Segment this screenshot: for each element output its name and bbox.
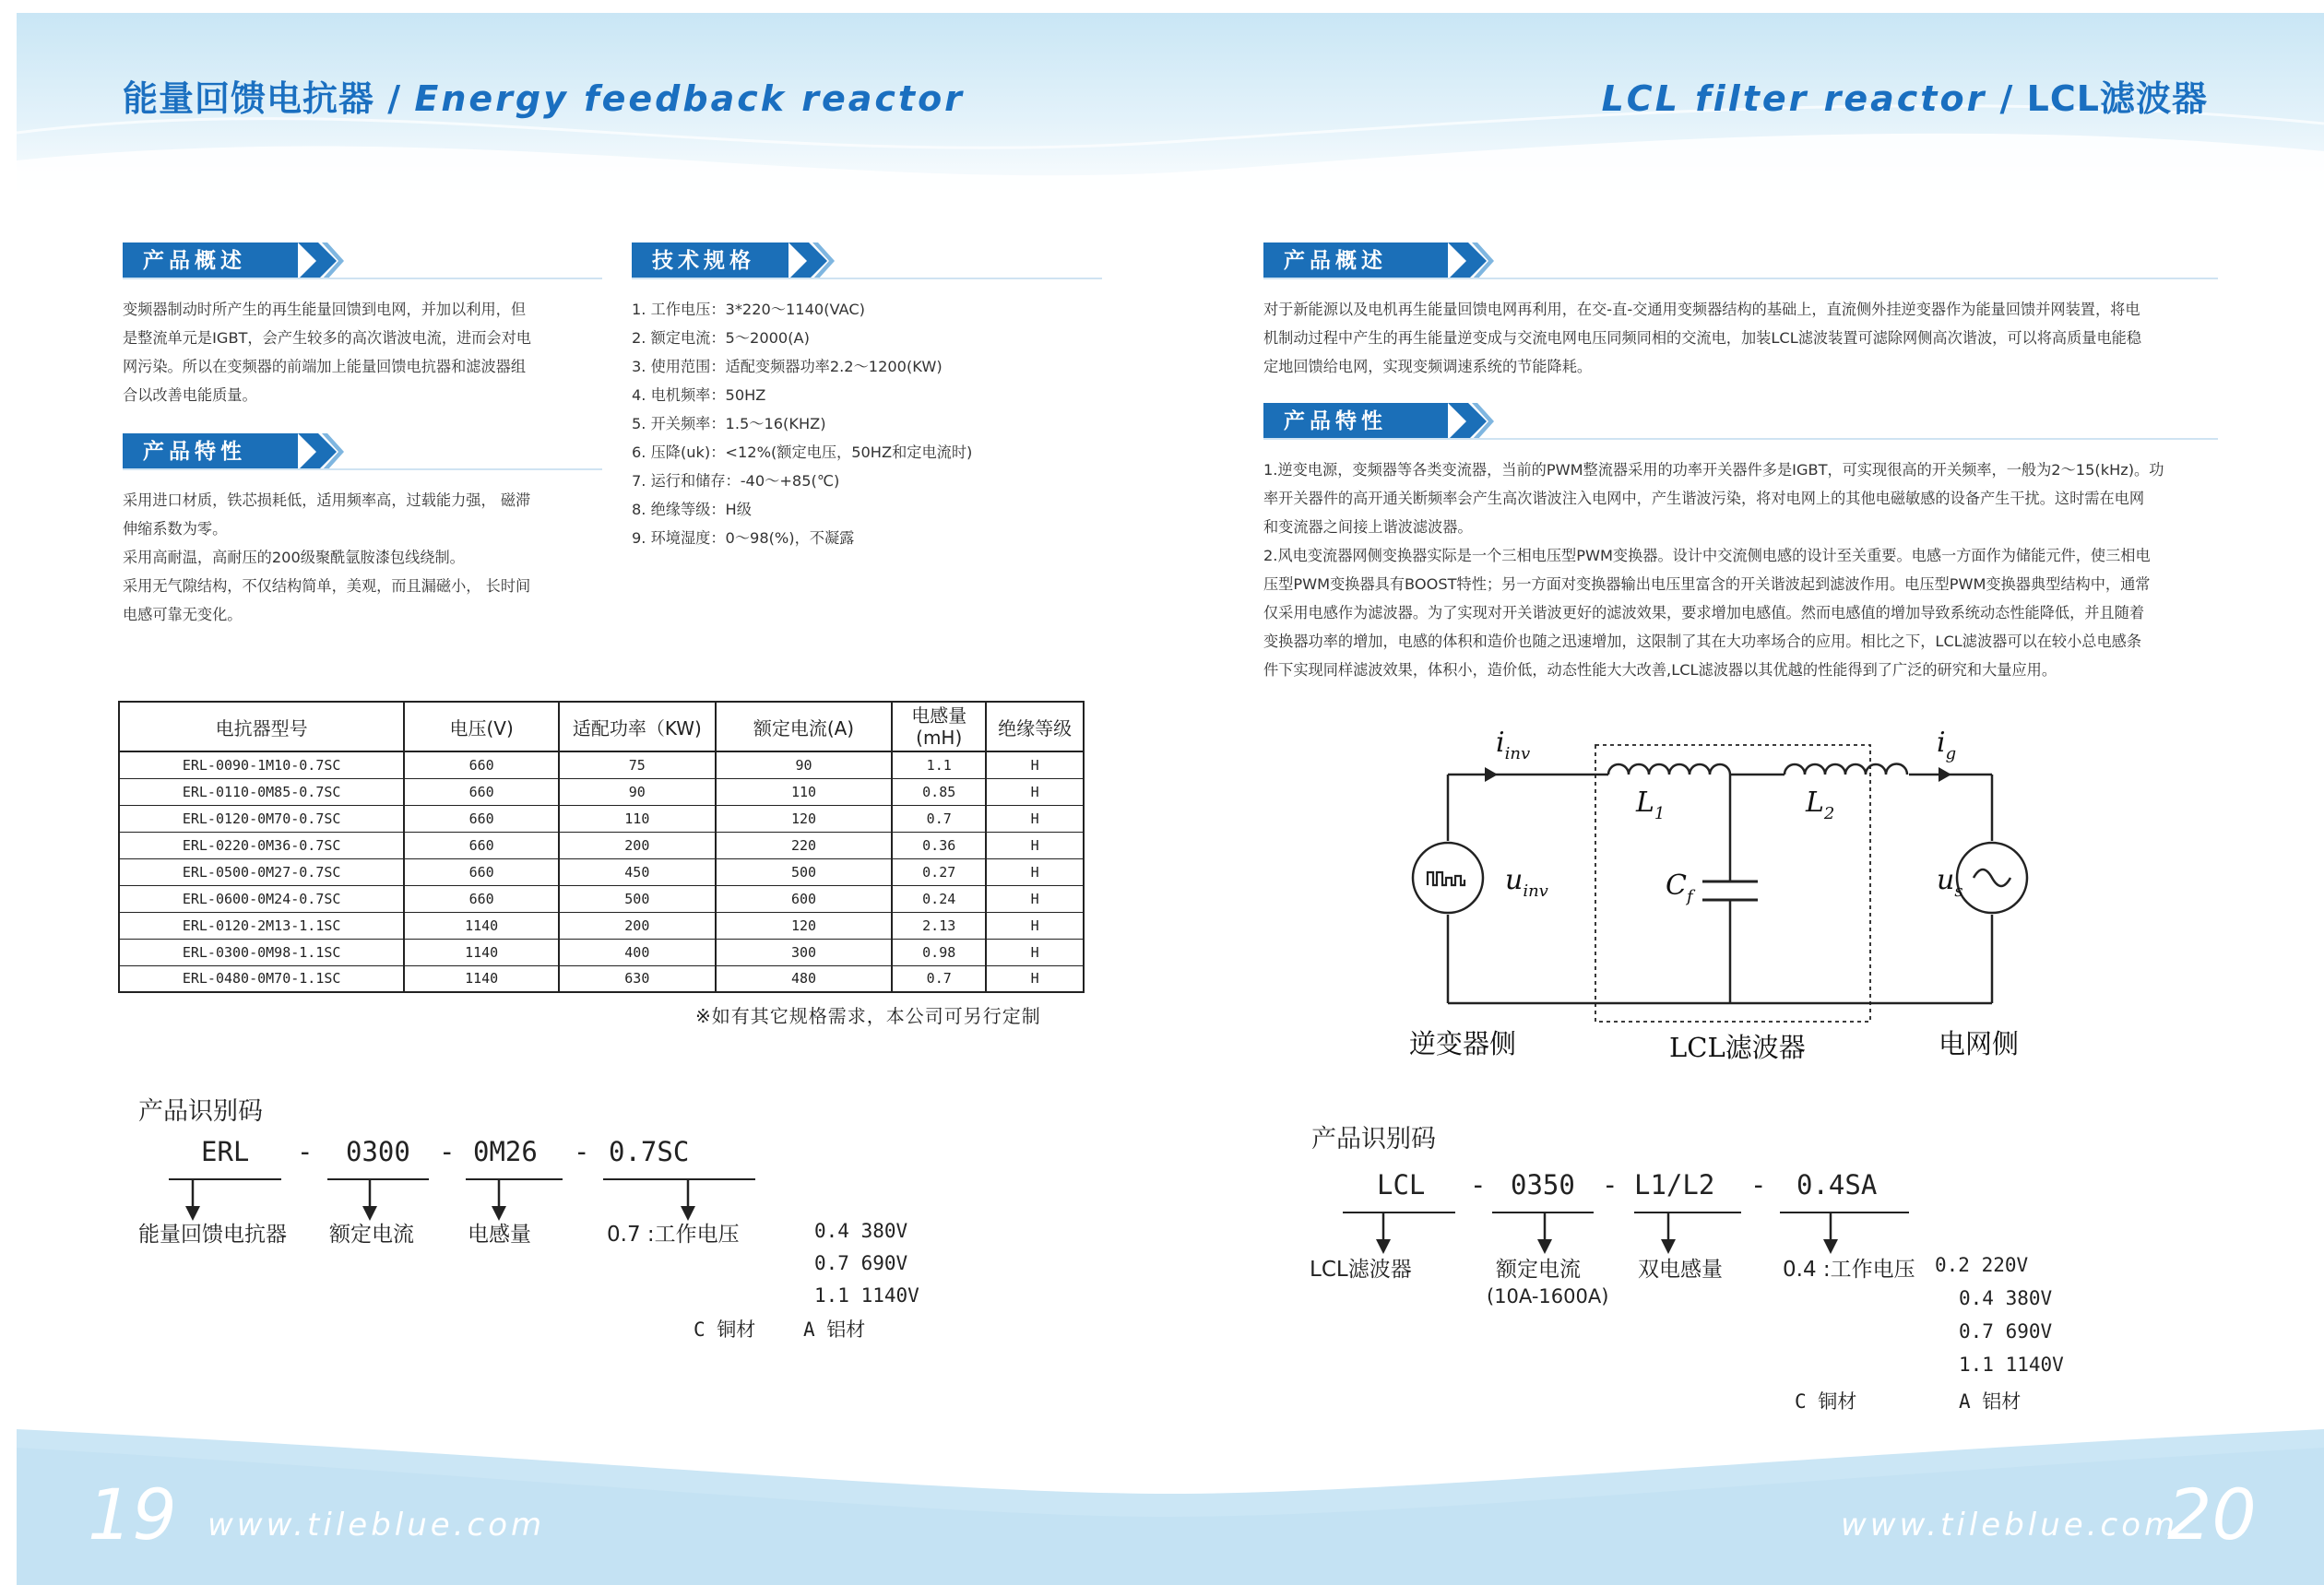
table-cell: 0.85	[892, 778, 986, 805]
table-header-cell: 电抗器型号	[119, 702, 404, 751]
current-arrow-icon	[1939, 767, 1951, 782]
code-label: 额定电流	[329, 1223, 414, 1247]
table-cell: 2.13	[892, 912, 986, 939]
voltage-option: 0.7 690V	[1959, 1320, 2053, 1343]
label-u-s: $u_s$	[1937, 864, 1963, 901]
code-segment: 0350	[1511, 1169, 1575, 1201]
lcl-circuit-diagram	[1393, 710, 2047, 1079]
spec-item: 3. 使用范围：适配变频器功率2.2～1200(KW)	[632, 358, 943, 375]
table-cell: 630	[559, 965, 716, 992]
chevron-decoration-icon	[298, 433, 344, 470]
table-cell: ERL-0480-0M70-1.1SC	[119, 965, 404, 992]
label-l1: $L_1$	[1636, 787, 1666, 823]
table-cell: ERL-0600-0M24-0.7SC	[119, 885, 404, 912]
arrow-down-icon	[1657, 1213, 1679, 1256]
code-label: 0.4 :工作电压	[1783, 1258, 1915, 1282]
right-title-separator: /	[1986, 78, 2027, 119]
code-segment: ERL	[201, 1136, 250, 1167]
code-label: 能量回馈电抗器	[138, 1223, 287, 1247]
spec-item: 2. 额定电流：5～2000(A)	[632, 329, 810, 347]
table-cell: 450	[559, 858, 716, 885]
voltage-option: 0.2 220V	[1935, 1254, 2029, 1276]
code-dash: -	[1602, 1169, 1618, 1201]
table-cell: 0.7	[892, 805, 986, 832]
material-option: C 铜材	[1795, 1390, 1857, 1413]
table-cell: 660	[404, 751, 559, 778]
right-page-title	[1602, 70, 2208, 121]
left-overview-heading	[123, 242, 602, 279]
table-cell: 90	[716, 751, 893, 778]
arrow-down-icon	[1534, 1213, 1556, 1256]
table-cell: 660	[404, 858, 559, 885]
label-cf: $C_f$	[1666, 869, 1693, 906]
section-tag: 产品特性	[1263, 403, 1448, 440]
table-cell: 220	[716, 832, 893, 858]
current-range-label: (10A-1600A)	[1487, 1285, 1609, 1307]
text-line: 采用高耐温，高耐压的200级聚酰氩胺漆包线绕制。	[123, 549, 465, 566]
spec-item: 6. 压降(uk)：<12%(额定电压，50HZ和定电流时)	[632, 444, 973, 461]
table-row	[119, 939, 1084, 965]
label-grid-side: 电网侧	[1939, 1028, 2020, 1059]
table-cell: 200	[559, 912, 716, 939]
left-overview-text	[123, 295, 575, 409]
code-underline	[1634, 1212, 1741, 1213]
spec-item: 7. 运行和储存：-40～+85(℃)	[632, 472, 840, 490]
right-overview-text	[1263, 295, 2223, 381]
table-cell: ERL-0120-2M13-1.1SC	[119, 912, 404, 939]
table-cell: H	[986, 832, 1084, 858]
text-line: 和变流器之间接上谐波滤波器。	[1263, 518, 1473, 536]
text-line: 压型PWM变换器具有BOOST特性；另一方面对变换器输出电压里富含的开关谐波起到滤波作用。电压型PWM变换器典型结构中，通常	[1263, 575, 2151, 593]
left-page-number: 19	[88, 1473, 177, 1555]
spec-item: 9. 环境湿度：0～98(%)，不凝露	[632, 529, 855, 547]
left-title-en: Energy feedback reactor	[414, 78, 965, 119]
left-features-heading	[123, 433, 602, 470]
table-cell: 120	[716, 912, 893, 939]
reactor-spec-table	[118, 701, 1085, 993]
code-dash: -	[1750, 1169, 1767, 1201]
table-cell: H	[986, 805, 1084, 832]
voltage-option: 0.4 380V	[1959, 1287, 2053, 1309]
material-option: A 铝材	[1959, 1390, 2022, 1413]
section-underline	[123, 468, 602, 470]
left-page-title	[123, 70, 965, 121]
code-segment: 0.7SC	[609, 1136, 690, 1167]
table-header-cell: 适配功率（KW)	[559, 702, 716, 751]
table-row	[119, 858, 1084, 885]
text-line: 定地回馈给电网，实现变频调速系统的节能降耗。	[1263, 358, 1593, 375]
material-option: C 铜材	[694, 1319, 756, 1341]
table-header-cell: 额定电流(A)	[716, 702, 893, 751]
code-segment: 0300	[346, 1136, 410, 1167]
table-cell: 200	[559, 832, 716, 858]
code-underline	[1780, 1212, 1909, 1213]
table-cell: 90	[559, 778, 716, 805]
table-cell: 75	[559, 751, 716, 778]
table-cell: 660	[404, 805, 559, 832]
label-u-inv: $u_{inv}$	[1505, 864, 1548, 901]
text-line: 率开关器件的高开通关断频率会产生高次谐波注入电网中，产生谐波污染，将对电网上的其他电磁敏感的设备产生干扰。这时需在电网	[1263, 490, 2145, 507]
left-code-title: 产品识别码	[138, 1097, 263, 1126]
table-cell: 660	[404, 778, 559, 805]
text-line: 件下实现同样滤波效果，体积小，造价低，动态性能大大改善,LCL滤波器以其优越的性能得到了广泛的研究和大量应用。	[1263, 661, 2057, 679]
spec-item: 5. 开关频率：1.5～16(KHZ)	[632, 415, 826, 432]
table-row	[119, 965, 1084, 992]
chevron-decoration-icon	[788, 242, 835, 279]
text-line: 变换器功率的增加，电感的体积和造价也随之迅速增加，这限制了其在大功率场合的应用。相比之下，LCL滤波器可以在较小总电感条	[1263, 633, 2142, 650]
spec-item: 8. 绝缘等级：H级	[632, 501, 752, 518]
arrow-down-icon	[1372, 1213, 1394, 1256]
table-cell: H	[986, 778, 1084, 805]
text-line: 采用进口材质，铁芯损耗低，适用频率高，过载能力强， 磁滞	[123, 491, 531, 509]
table-cell: 480	[716, 965, 893, 992]
left-specs-heading	[632, 242, 1102, 279]
section-underline	[1263, 278, 2218, 279]
table-cell: 1.1	[892, 751, 986, 778]
table-cell: 500	[559, 885, 716, 912]
code-label: 双电感量	[1638, 1258, 1723, 1282]
label-i-g: $i_g$	[1937, 727, 1957, 763]
code-label: 0.7 :工作电压	[607, 1223, 740, 1247]
text-line: 伸缩系数为零。	[123, 520, 228, 538]
table-cell: 0.27	[892, 858, 986, 885]
table-cell: ERL-0110-0M85-0.7SC	[119, 778, 404, 805]
section-tag: 产品概述	[123, 242, 298, 279]
section-tag: 产品概述	[1263, 242, 1448, 279]
code-underline	[466, 1178, 563, 1180]
chevron-decoration-icon	[1448, 403, 1494, 440]
table-cell: 500	[716, 858, 893, 885]
right-features-heading	[1263, 403, 2218, 440]
table-row	[119, 912, 1084, 939]
section-underline	[1263, 438, 2218, 440]
material-option: A 铝材	[803, 1319, 866, 1341]
label-i-inv: $i_{inv}$	[1496, 727, 1531, 763]
table-cell: 0.98	[892, 939, 986, 965]
section-underline	[632, 278, 1102, 279]
table-cell: 0.24	[892, 885, 986, 912]
spec-item: 1. 工作电压：3*220～1140(VAC)	[632, 301, 865, 318]
code-label: 额定电流	[1496, 1258, 1581, 1282]
right-code-title: 产品识别码	[1311, 1125, 1436, 1153]
table-cell: H	[986, 885, 1084, 912]
table-cell: ERL-0090-1M10-0.7SC	[119, 751, 404, 778]
table-cell: ERL-0300-0M98-1.1SC	[119, 939, 404, 965]
table-header-cell: 绝缘等级	[986, 702, 1084, 751]
left-url: www.tileblue.com	[208, 1507, 546, 1544]
table-cell: ERL-0220-0M36-0.7SC	[119, 832, 404, 858]
table-cell: 300	[716, 939, 893, 965]
voltage-option: 0.4 380V	[814, 1220, 908, 1242]
text-line: 电感可靠无变化。	[123, 606, 243, 623]
table-cell: 1140	[404, 939, 559, 965]
code-underline	[1343, 1212, 1455, 1213]
table-note: ※如有其它规格需求，本公司可另行定制	[695, 1005, 1041, 1027]
code-dash: -	[1470, 1169, 1487, 1201]
inductor-l1-icon	[1608, 764, 1730, 775]
text-line: 变频器制动时所产生的再生能量回馈到电网，并加以利用，但	[123, 301, 527, 318]
right-title-en: LCL filter reactor	[1601, 78, 1987, 119]
code-label: LCL滤波器	[1310, 1258, 1412, 1282]
table-header-cell: 电压(V)	[404, 702, 559, 751]
code-segment: LCL	[1377, 1169, 1426, 1201]
table-row	[119, 832, 1084, 858]
text-line: 对于新能源以及电机再生能量回馈电网再利用，在交-直-交通用变频器结构的基础上，直流侧外挂逆变器作为能量回馈并网装置，将电	[1263, 301, 2140, 318]
table-cell: H	[986, 965, 1084, 992]
table-cell: 0.36	[892, 832, 986, 858]
label-lcl-filter: LCL滤波器	[1669, 1032, 1806, 1063]
table-row	[119, 885, 1084, 912]
table-header-row	[119, 702, 1084, 751]
table-cell: 400	[559, 939, 716, 965]
section-underline	[123, 278, 602, 279]
left-spec-list	[632, 295, 1111, 552]
left-title-separator: /	[374, 78, 415, 119]
left-features-text	[123, 486, 584, 629]
label-inverter-side: 逆变器侧	[1409, 1028, 1517, 1059]
code-dash: -	[574, 1136, 590, 1167]
left-title-cn: 能量回馈电抗器	[123, 78, 375, 119]
right-page-number: 20	[2167, 1473, 2257, 1555]
chevron-decoration-icon	[298, 242, 344, 279]
voltage-option: 0.7 690V	[814, 1252, 908, 1274]
table-row	[119, 778, 1084, 805]
table-cell: 1140	[404, 912, 559, 939]
table-cell: H	[986, 858, 1084, 885]
text-line: 合以改善电能质量。	[123, 386, 257, 404]
voltage-option: 1.1 1140V	[1959, 1354, 2064, 1376]
chevron-decoration-icon	[1448, 242, 1494, 279]
code-segment: 0.4SA	[1796, 1169, 1878, 1201]
label-l2: $L_2$	[1806, 787, 1835, 823]
table-row	[119, 805, 1084, 832]
text-line: 网污染。所以在变频器的前端加上能量回馈电抗器和滤波器组	[123, 358, 527, 375]
right-url: www.tileblue.com	[1841, 1507, 2179, 1544]
right-title-cn: LCL滤波器	[2026, 78, 2208, 119]
code-dash: -	[439, 1136, 456, 1167]
inductor-l2-icon	[1784, 764, 1907, 775]
table-cell: 110	[716, 778, 893, 805]
table-cell: 110	[559, 805, 716, 832]
table-cell: ERL-0120-0M70-0.7SC	[119, 805, 404, 832]
table-cell: H	[986, 912, 1084, 939]
table-cell: 1140	[404, 965, 559, 992]
code-label: 电感量	[468, 1223, 531, 1247]
table-header-cell: 电感量 (mH)	[892, 702, 986, 751]
section-tag: 技术规格	[632, 242, 788, 279]
text-line: 2.风电变流器网侧变换器实际是一个三相电压型PWM变换器。设计中交流侧电感的设计至关重要。电感一方面作为储能元件，使三相电	[1263, 547, 2151, 564]
text-line: 1.逆变电源，变频器等各类变流器，当前的PWM整流器采用的功率开关器件多是IGBT，可实现很高的开关频率，一般为2～15(kHz)。功	[1263, 461, 2164, 479]
table-cell: 120	[716, 805, 893, 832]
code-segment: 0M26	[473, 1136, 538, 1167]
current-arrow-icon	[1485, 767, 1498, 782]
text-line: 机制动过程中产生的再生能量逆变成与交流电网电压同频同相的交流电，加装LCL滤波装置可滤除网侧高次谐波，可以将高质量电能稳	[1263, 329, 2142, 347]
table-cell: 600	[716, 885, 893, 912]
table-cell: 660	[404, 885, 559, 912]
table-row	[119, 751, 1084, 778]
right-features-text	[1263, 455, 2223, 684]
table-cell: H	[986, 751, 1084, 778]
section-tag: 产品特性	[123, 433, 298, 470]
code-dash: -	[297, 1136, 314, 1167]
code-segment: L1/L2	[1634, 1169, 1715, 1201]
table-cell: ERL-0500-0M27-0.7SC	[119, 858, 404, 885]
table-cell: 660	[404, 832, 559, 858]
right-overview-heading	[1263, 242, 2218, 279]
voltage-option: 1.1 1140V	[814, 1284, 919, 1307]
text-line: 仅采用电感作为滤波器。为了实现对开关谐波更好的滤波效果，要求增加电感值。然而电感值的增加导致系统动态性能降低，并且随着	[1263, 604, 2145, 621]
text-line: 是整流单元是IGBT，会产生较多的高次谐波电流，进而会对电	[123, 329, 531, 347]
table-cell: 0.7	[892, 965, 986, 992]
arrow-down-icon	[1820, 1213, 1842, 1256]
text-line: 采用无气隙结构，不仅结构简单，美观，而且漏磁小， 长时间	[123, 577, 531, 595]
table-cell: H	[986, 939, 1084, 965]
spec-item: 4. 电机频率：50HZ	[632, 386, 766, 404]
